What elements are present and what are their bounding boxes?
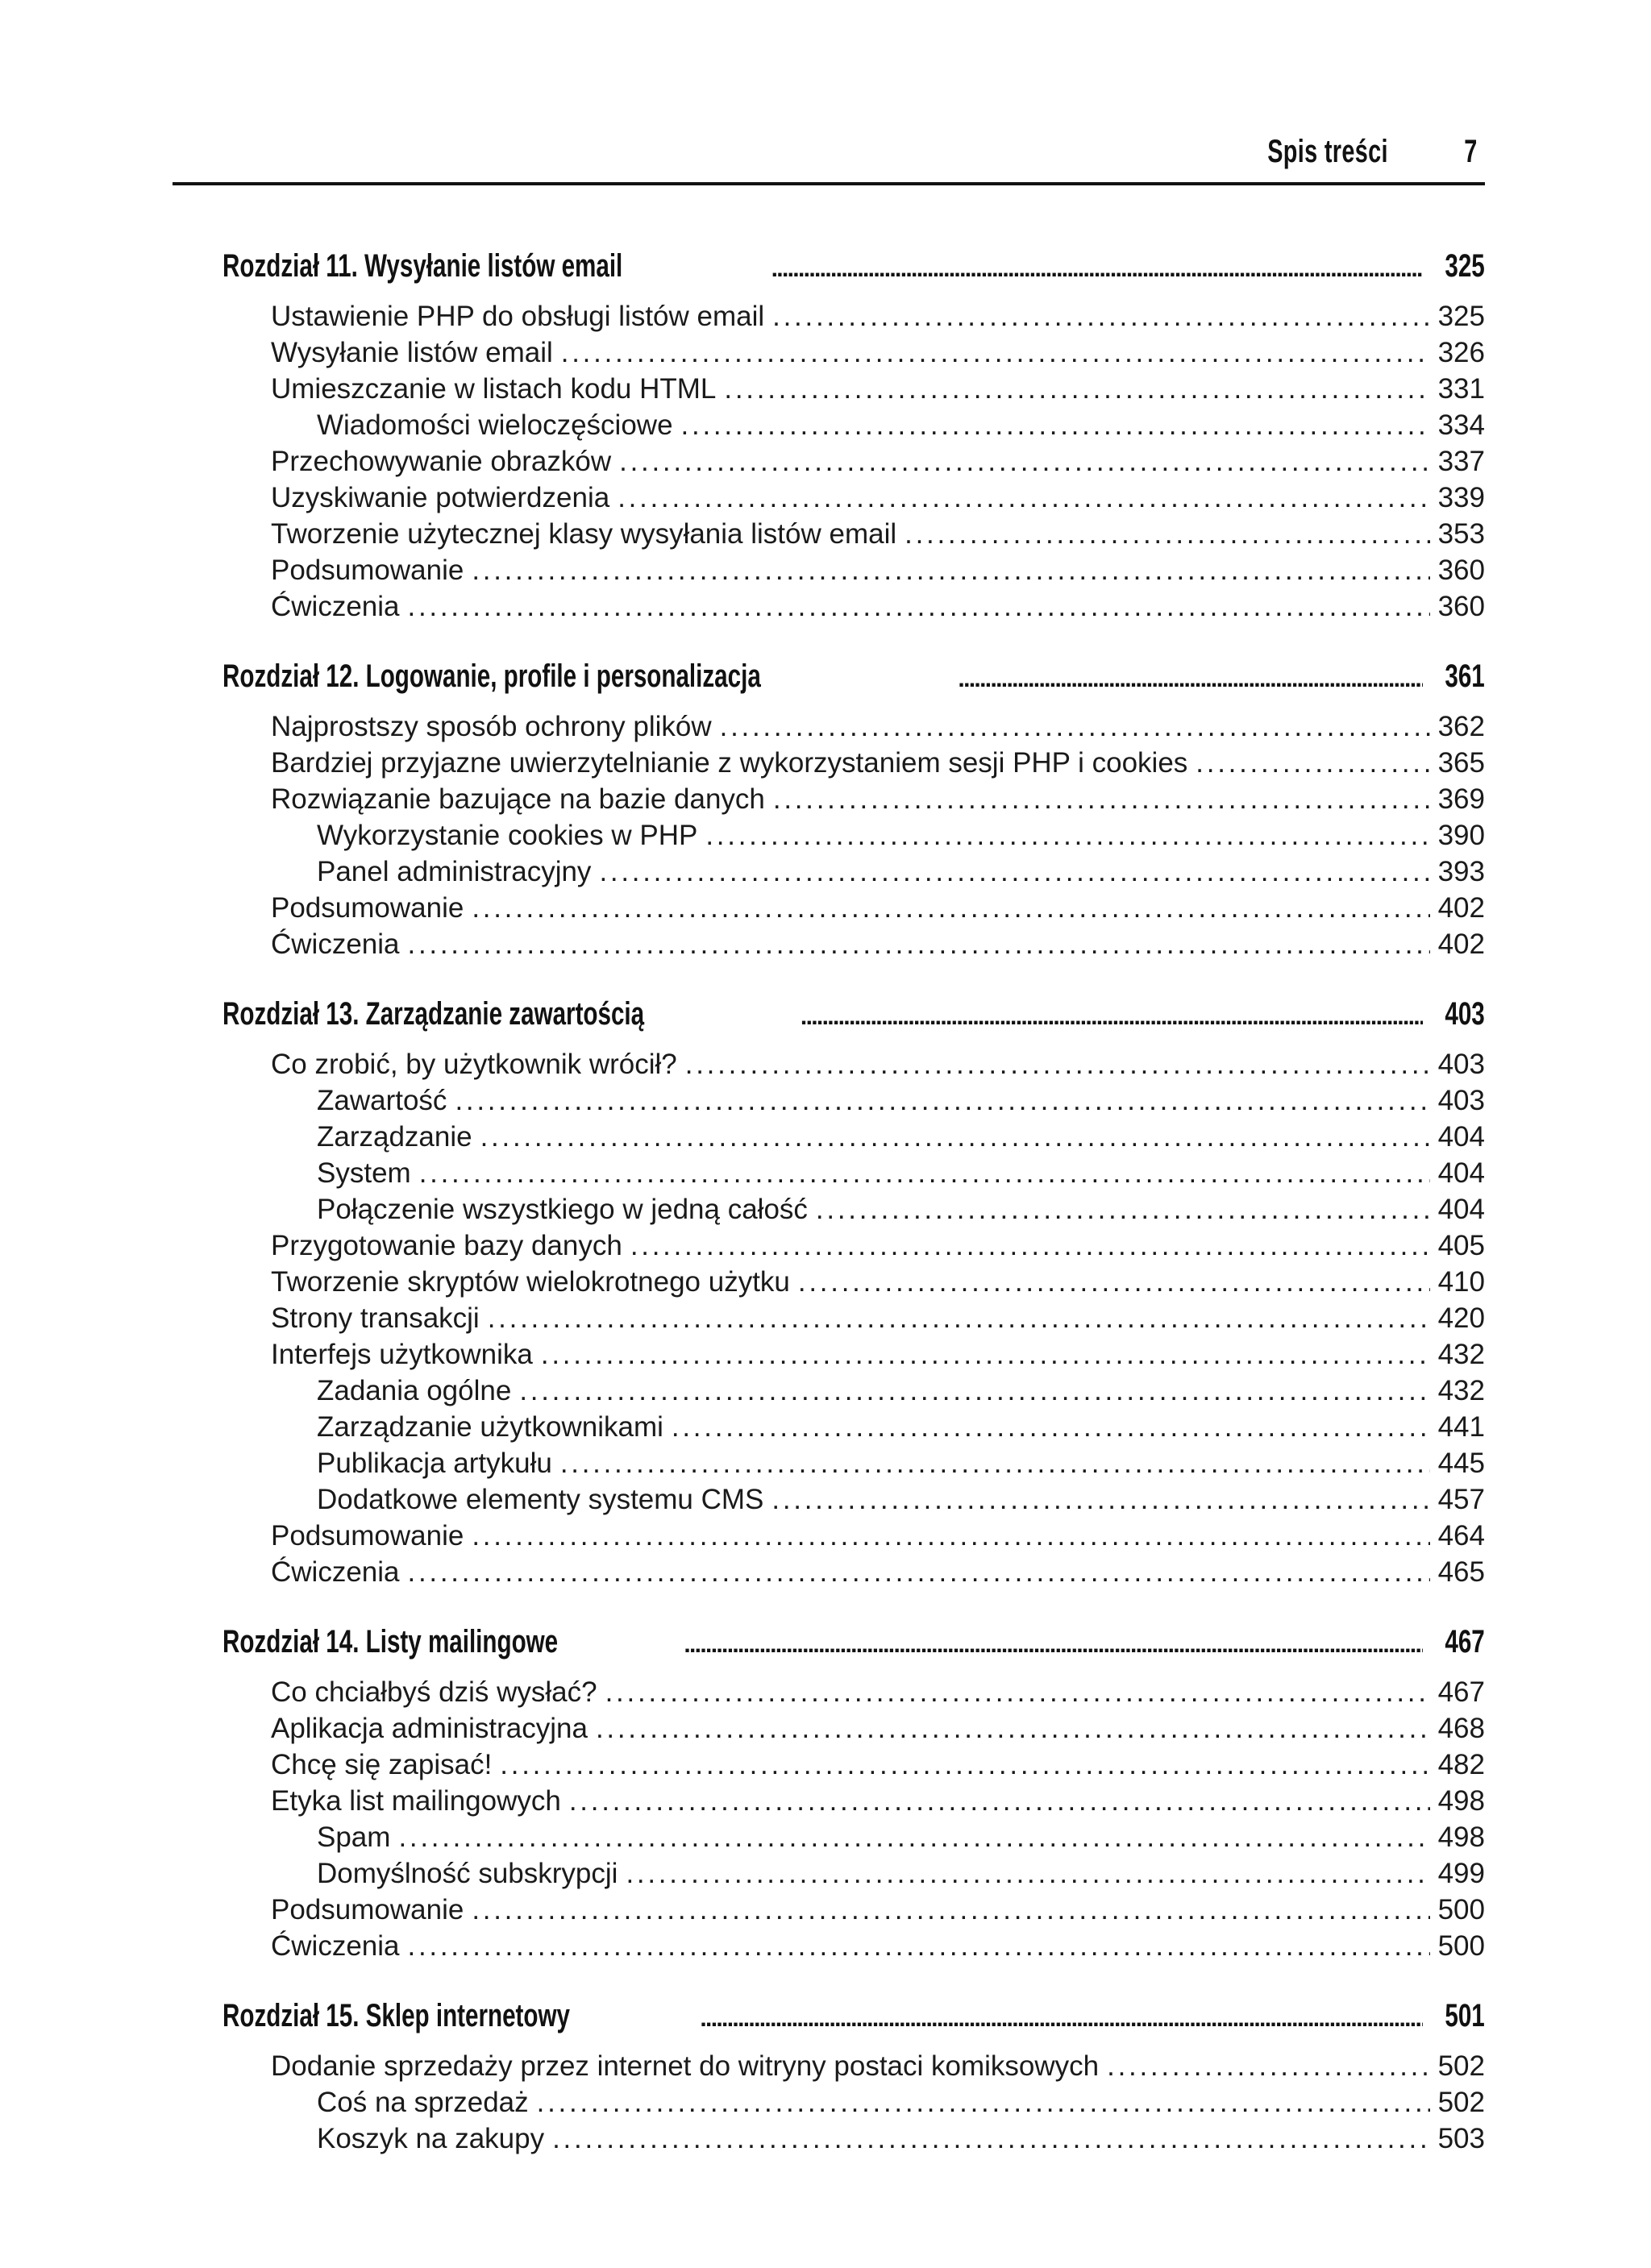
chapter-page-wrap: [1423, 647, 1485, 705]
entry-page-number: 360: [1437, 555, 1485, 586]
entry-page-number: 502: [1437, 2087, 1485, 2118]
dot-leader: [569, 1783, 1430, 1819]
chapter-block: [222, 985, 1485, 1595]
entry-page-number: 498: [1437, 1821, 1485, 1853]
dot-leader: [771, 240, 1424, 298]
entry-title: Zarządzanie użytkownikami: [317, 1411, 663, 1443]
dot-leader: [472, 890, 1429, 926]
dot-leader: [472, 1892, 1429, 1928]
dot-leader: [408, 1928, 1430, 1964]
section-entry: [222, 588, 1485, 625]
chapter-page-wrap: [1423, 1613, 1485, 1671]
subsection-entry: [222, 1191, 1485, 1227]
dot-leader: [630, 1227, 1430, 1264]
entry-title: Wykorzystanie cookies w PHP: [317, 820, 698, 851]
subsection-entry: [222, 1119, 1485, 1155]
dot-leader: [408, 1554, 1430, 1590]
dot-leader: [541, 1336, 1430, 1373]
chapter-block: [222, 237, 1485, 629]
entry-page-number: 404: [1437, 1121, 1485, 1153]
chapter-title: Rozdział 14. Listy mailingowe: [222, 1624, 559, 1659]
chapter-page-number: 501: [1445, 1998, 1485, 2033]
dot-leader: [408, 588, 1430, 625]
subsection-entry: [222, 407, 1485, 443]
chapter-page-number: 467: [1445, 1624, 1485, 1659]
chapter-heading: [222, 985, 1485, 1043]
entry-title: Najprostszy sposób ochrony plików: [271, 711, 712, 742]
section-entry: [222, 1747, 1485, 1783]
entry-title: Panel administracyjny: [317, 856, 592, 887]
section-entry: [222, 1518, 1485, 1554]
entry-title: Aplikacja administracyjna: [271, 1713, 588, 1744]
chapter-title: Rozdział 11. Wysyłanie listów email: [222, 248, 623, 284]
entry-title: Zadania ogólne: [317, 1375, 512, 1406]
entry-title: Ćwiczenia: [271, 928, 400, 960]
dot-leader: [798, 1264, 1430, 1300]
entry-page-number: 502: [1437, 2050, 1485, 2082]
entry-page-number: 503: [1437, 2123, 1485, 2154]
chapter-block: [222, 1987, 1485, 2162]
chapter-page-number: 361: [1445, 658, 1485, 694]
dot-leader: [684, 1616, 1423, 1674]
entry-title: Publikacja artykułu: [317, 1448, 552, 1479]
entry-page-number: 467: [1437, 1676, 1485, 1708]
dot-leader: [596, 1710, 1430, 1747]
dot-leader: [771, 1481, 1429, 1518]
entry-title: Ćwiczenia: [271, 591, 400, 622]
entry-title: Podsumowanie: [271, 555, 464, 586]
chapter-entries: [222, 705, 1485, 967]
entry-page-number: 420: [1437, 1302, 1485, 1334]
running-head-title: Spis treści: [1267, 134, 1388, 169]
dot-leader: [685, 1046, 1430, 1082]
subsection-entry: [222, 1373, 1485, 1409]
entry-page-number: 500: [1437, 1930, 1485, 1962]
entry-page-number: 334: [1437, 409, 1485, 441]
section-entry: [222, 1674, 1485, 1710]
entry-page-number: 403: [1437, 1049, 1485, 1080]
chapter-page-wrap: [1423, 1987, 1485, 2045]
chapter-entries: [222, 1043, 1485, 1595]
section-entry: [222, 1554, 1485, 1590]
section-entry: [222, 334, 1485, 371]
entry-page-number: 331: [1437, 373, 1485, 405]
dot-leader: [724, 371, 1429, 407]
entry-page-number: 393: [1437, 856, 1485, 887]
chapter-title-wrap: [222, 1613, 684, 1671]
entry-title: Tworzenie skryptów wielokrotnego użytku: [271, 1266, 790, 1298]
section-entry: [222, 781, 1485, 817]
entry-page-number: 432: [1437, 1375, 1485, 1406]
chapter-title: Rozdział 15. Sklep internetowy: [222, 1998, 570, 2033]
table-of-contents: [222, 237, 1485, 2162]
dot-leader: [626, 1855, 1429, 1892]
section-entry: [222, 443, 1485, 480]
entry-title: Tworzenie użytecznej klasy wysyłania listów email: [271, 518, 897, 550]
subsection-entry: [222, 2121, 1485, 2157]
subsection-entry: [222, 2084, 1485, 2121]
entry-page-number: 365: [1437, 747, 1485, 779]
chapter-title-wrap: [222, 237, 771, 295]
dot-leader: [408, 926, 1430, 962]
section-entry: [222, 2048, 1485, 2084]
entry-page-number: 482: [1437, 1749, 1485, 1780]
entry-title: Strony transakcji: [271, 1302, 480, 1334]
chapter-block: [222, 1613, 1485, 1969]
subsection-entry: [222, 817, 1485, 854]
chapter-entries: [222, 295, 1485, 629]
chapter-entries: [222, 2045, 1485, 2162]
dot-leader: [672, 1409, 1430, 1445]
chapter-title-wrap: [222, 647, 958, 705]
entry-page-number: 402: [1437, 928, 1485, 960]
entry-page-number: 410: [1437, 1266, 1485, 1298]
section-entry: [222, 1227, 1485, 1264]
entry-page-number: 337: [1437, 446, 1485, 477]
entry-page-number: 498: [1437, 1785, 1485, 1817]
running-head: [173, 134, 1485, 179]
dot-leader: [455, 1082, 1429, 1119]
header-rule: [173, 182, 1485, 185]
section-entry: [222, 745, 1485, 781]
subsection-entry: [222, 1155, 1485, 1191]
chapter-heading: [222, 1987, 1485, 2045]
entry-page-number: 339: [1437, 482, 1485, 513]
entry-title: Ćwiczenia: [271, 1556, 400, 1588]
section-entry: [222, 890, 1485, 926]
entry-page-number: 325: [1437, 301, 1485, 332]
dot-leader: [605, 1674, 1430, 1710]
entry-title: Przygotowanie bazy danych: [271, 1230, 622, 1261]
section-entry: [222, 708, 1485, 745]
section-entry: [222, 1710, 1485, 1747]
chapter-page-wrap: [1423, 985, 1485, 1043]
entry-page-number: 468: [1437, 1713, 1485, 1744]
entry-title: Koszyk na zakupy: [317, 2123, 545, 2154]
entry-title: Etyka list mailingowych: [271, 1785, 561, 1817]
entry-page-number: 457: [1437, 1484, 1485, 1515]
entry-title: Połączenie wszystkiego w jedną całość: [317, 1194, 808, 1225]
section-entry: [222, 1264, 1485, 1300]
chapter-title-wrap: [222, 985, 801, 1043]
subsection-entry: [222, 1481, 1485, 1518]
subsection-entry: [222, 1855, 1485, 1892]
entry-title: Chcę się zapisać!: [271, 1749, 493, 1780]
entry-title: Interfejs użytkownika: [271, 1339, 533, 1370]
subsection-entry: [222, 1819, 1485, 1855]
entry-page-number: 402: [1437, 892, 1485, 924]
entry-title: Ustawienie PHP do obsługi listów email: [271, 301, 765, 332]
dot-leader: [519, 1373, 1429, 1409]
section-entry: [222, 1892, 1485, 1928]
section-entry: [222, 1783, 1485, 1819]
section-entry: [222, 1046, 1485, 1082]
subsection-entry: [222, 1409, 1485, 1445]
chapter-page-number: 403: [1445, 996, 1485, 1032]
entry-title: System: [317, 1157, 411, 1189]
chapter-heading: [222, 647, 1485, 705]
entry-page-number: 404: [1437, 1194, 1485, 1225]
entry-title: Rozwiązanie bazujące na bazie danych: [271, 783, 765, 815]
entry-title: Dodatkowe elementy systemu CMS: [317, 1484, 764, 1515]
entry-title: Uzyskiwanie potwierdzenia: [271, 482, 610, 513]
dot-leader: [958, 650, 1423, 708]
dot-leader: [772, 298, 1429, 334]
dot-leader: [905, 516, 1429, 552]
entry-page-number: 403: [1437, 1085, 1485, 1116]
dot-leader: [560, 1445, 1430, 1481]
entry-page-number: 500: [1437, 1894, 1485, 1925]
section-entry: [222, 480, 1485, 516]
entry-title: Przechowywanie obrazków: [271, 446, 612, 477]
chapter-title: Rozdział 12. Logowanie, profile i personalizacja: [222, 658, 761, 694]
entry-page-number: 499: [1437, 1858, 1485, 1889]
entry-title: Wysyłanie listów email: [271, 337, 553, 368]
dot-leader: [398, 1819, 1429, 1855]
entry-page-number: 432: [1437, 1339, 1485, 1370]
entry-title: Podsumowanie: [271, 892, 464, 924]
entry-page-number: 441: [1437, 1411, 1485, 1443]
dot-leader: [500, 1747, 1429, 1783]
chapter-title: Rozdział 13. Zarządzanie zawartością: [222, 996, 645, 1032]
dot-leader: [773, 781, 1430, 817]
entry-page-number: 465: [1437, 1556, 1485, 1588]
dot-leader: [816, 1191, 1430, 1227]
entry-title: Zawartość: [317, 1085, 447, 1116]
section-entry: [222, 1928, 1485, 1964]
entry-title: Bardziej przyjazne uwierzytelnianie z wykorzystaniem sesji PHP i cookies: [271, 747, 1188, 779]
chapter-heading: [222, 1613, 1485, 1671]
dot-leader: [1196, 745, 1429, 781]
entry-page-number: 362: [1437, 711, 1485, 742]
dot-leader: [472, 552, 1429, 588]
entry-title: Podsumowanie: [271, 1520, 464, 1551]
running-head-page-number: 7: [1463, 134, 1477, 169]
chapter-entries: [222, 1671, 1485, 1969]
dot-leader: [552, 2121, 1430, 2157]
entry-title: Wiadomości wieloczęściowe: [317, 409, 673, 441]
entry-title: Domyślność subskrypcji: [317, 1858, 618, 1889]
dot-leader: [599, 854, 1429, 890]
entry-title: Zarządzanie: [317, 1121, 472, 1153]
chapter-page-number: 325: [1445, 248, 1485, 284]
entry-page-number: 404: [1437, 1157, 1485, 1189]
dot-leader: [472, 1518, 1429, 1554]
dot-leader: [488, 1300, 1430, 1336]
dot-leader: [480, 1119, 1430, 1155]
section-entry: [222, 516, 1485, 552]
entry-title: Umieszczanie w listach kodu HTML: [271, 373, 717, 405]
entry-title: Ćwiczenia: [271, 1930, 400, 1962]
section-entry: [222, 1336, 1485, 1373]
chapter-heading: [222, 237, 1485, 295]
dot-leader: [1107, 2048, 1429, 2084]
chapter-page-wrap: [1423, 237, 1485, 295]
dot-leader: [681, 407, 1430, 443]
section-entry: [222, 926, 1485, 962]
entry-page-number: 353: [1437, 518, 1485, 550]
subsection-entry: [222, 854, 1485, 890]
section-entry: [222, 552, 1485, 588]
entry-page-number: 390: [1437, 820, 1485, 851]
dot-leader: [720, 708, 1430, 745]
dot-leader: [801, 988, 1423, 1046]
chapter-block: [222, 647, 1485, 967]
entry-page-number: 405: [1437, 1230, 1485, 1261]
subsection-entry: [222, 1082, 1485, 1119]
entry-title: Dodanie sprzedaży przez internet do witryny postaci komiksowych: [271, 2050, 1100, 2082]
section-entry: [222, 1300, 1485, 1336]
section-entry: [222, 298, 1485, 334]
entry-page-number: 360: [1437, 591, 1485, 622]
dot-leader: [618, 480, 1429, 516]
entry-page-number: 445: [1437, 1448, 1485, 1479]
dot-leader: [419, 1155, 1430, 1191]
subsection-entry: [222, 1445, 1485, 1481]
dot-leader: [705, 817, 1429, 854]
dot-leader: [537, 2084, 1430, 2121]
entry-page-number: 326: [1437, 337, 1485, 368]
entry-page-number: 369: [1437, 783, 1485, 815]
chapter-title-wrap: [222, 1987, 700, 2045]
entry-title: Co chciałbyś dziś wysłać?: [271, 1676, 597, 1708]
entry-title: Podsumowanie: [271, 1894, 464, 1925]
section-entry: [222, 371, 1485, 407]
dot-leader: [619, 443, 1429, 480]
dot-leader: [561, 334, 1430, 371]
entry-title: Co zrobić, by użytkownik wrócił?: [271, 1049, 677, 1080]
entry-title: Spam: [317, 1821, 391, 1853]
dot-leader: [700, 1990, 1423, 2048]
entry-title: Coś na sprzedaż: [317, 2087, 529, 2118]
entry-page-number: 464: [1437, 1520, 1485, 1551]
